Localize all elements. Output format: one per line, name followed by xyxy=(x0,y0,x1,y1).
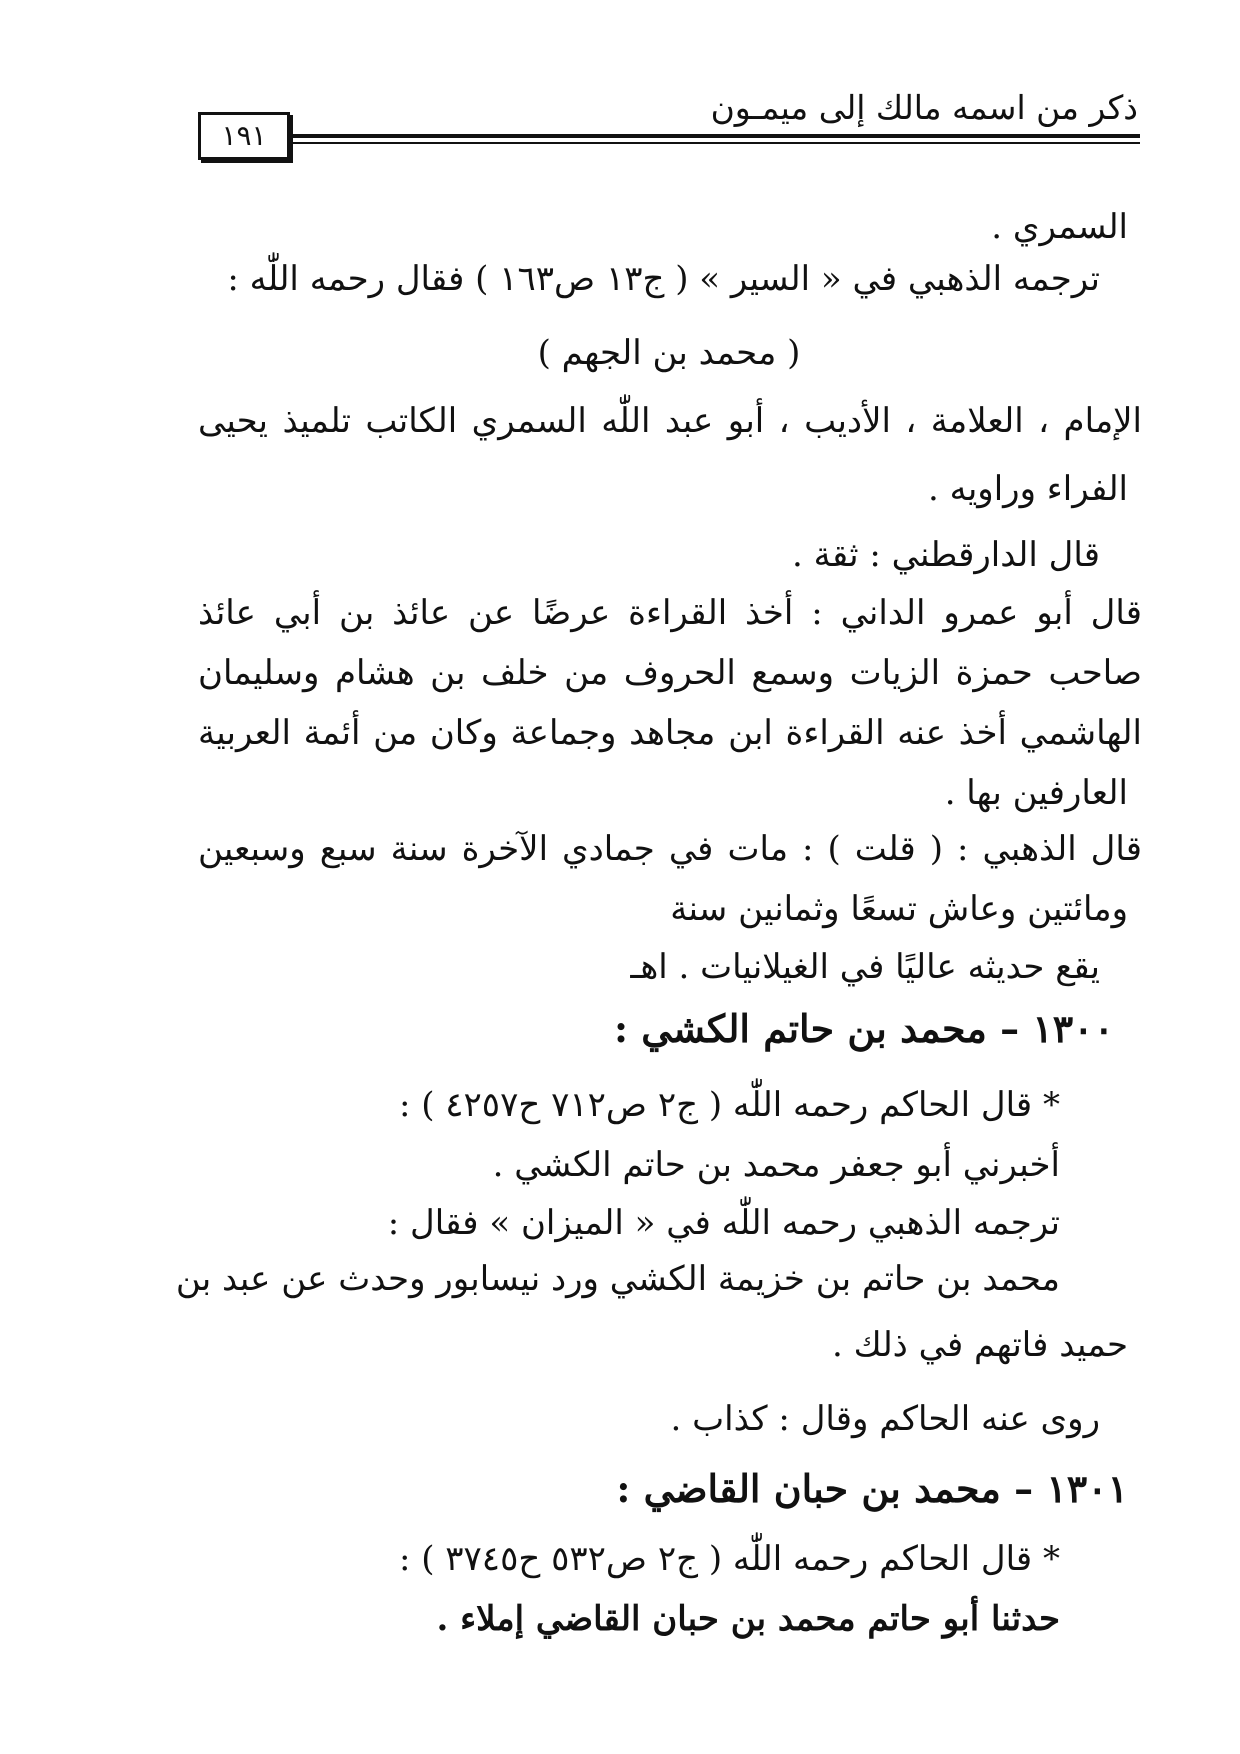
page-header xyxy=(198,78,1140,158)
section-title: ( محمد بن الجهم ) xyxy=(537,333,801,373)
text-line: ترجمه الذهبي في « السير » ( ج١٣ ص١٦٣ ) فقال رحمه اللّٰه : xyxy=(227,259,1100,299)
header-rule xyxy=(290,134,1140,144)
text-line: العارفين بها . xyxy=(944,773,1128,813)
running-title: ذكر من اسمه مالك إلى ميمـون xyxy=(710,88,1138,127)
text-line: يقع حديثه عاليًا في الغيلانيات . اهـ xyxy=(630,947,1100,987)
text-line: قال الذهبي : ( قلت ) : مات في جمادي الآخرة سنة سبع وسبعين xyxy=(198,829,1142,869)
text-line: الهاشمي أخذ عنه القراءة ابن مجاهد وجماعة وكان من أئمة العربية xyxy=(198,713,1142,753)
text-line: الإمام ، العلامة ، الأديب ، أبو عبد اللّٰه السمري الكاتب تلميذ يحيى xyxy=(198,401,1142,441)
text-line: قال الدارقطني : ثقة . xyxy=(792,535,1100,575)
text-line: * قال الحاكم رحمه اللّٰه ( ج٢ ص٥٣٢ ح٣٧٤٥ ) : xyxy=(398,1539,1060,1579)
text-line: روى عنه الحاكم وقال : كذاب . xyxy=(670,1399,1100,1439)
entry-heading: ١٣٠٠ – محمد بن حاتم الكشي : xyxy=(614,1006,1114,1051)
text-line: السمري . xyxy=(991,207,1128,247)
text-line: ومائتين وعاش تسعًا وثمانين سنة xyxy=(670,889,1128,929)
entry-heading: ١٣٠١ – محمد بن حبان القاضي : xyxy=(616,1466,1128,1511)
text-line: * قال الحاكم رحمه اللّٰه ( ج٢ ص٧١٢ ح٤٢٥٧ ) : xyxy=(398,1085,1060,1125)
text-line: قال أبو عمرو الداني : أخذ القراءة عرضًا عن عائذ بن أبي عائذ xyxy=(198,593,1142,633)
text-line: حدثنا أبو حاتم محمد بن حبان القاضي إملاء . xyxy=(436,1599,1060,1639)
text-line: صاحب حمزة الزيات وسمع الحروف من خلف بن هشام وسليمان xyxy=(198,653,1142,693)
text-line: الفراء وراويه . xyxy=(927,469,1128,509)
text-line: أخبرني أبو جعفر محمد بن حاتم الكشي . xyxy=(492,1145,1060,1185)
text-line: حميد فاتهم في ذلك . xyxy=(832,1325,1128,1365)
text-line: محمد بن حاتم بن خزيمة الكشي ورد نيسابور وحدث عن عبد بن xyxy=(175,1259,1060,1299)
text-line: ترجمه الذهبي رحمه اللّٰه في « الميزان » فقال : xyxy=(387,1203,1060,1243)
page-number: ١٩١ xyxy=(198,112,290,160)
